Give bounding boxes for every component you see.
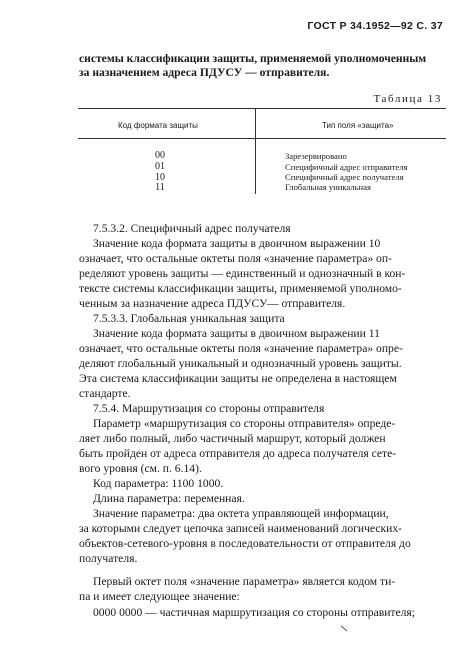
table-row-code-1: 00 xyxy=(155,150,165,161)
table-header-code: Код формата защиты xyxy=(118,121,198,130)
paragraph-line: стандарте. xyxy=(79,387,131,400)
paragraph-line: па и имеет следующее значение: xyxy=(79,590,240,603)
paragraph-line: Значение кода формата защиты в двоичном выражении 10 xyxy=(93,237,381,250)
table-row-code-2: 01 xyxy=(155,161,165,172)
table-row-type-3: Специфичный адрес получателя xyxy=(285,172,404,182)
table-row-type-4: Глобальная уникальная xyxy=(285,182,371,192)
paragraph-line: объектов-сетевого-уровня в последовательности от отправителя до xyxy=(79,537,411,550)
paragraph-line: Значение кода формата защиты в двоичном выражении 11 xyxy=(93,327,380,340)
section-heading-7-5-3-2: 7.5.3.2. Специфичный адрес получателя xyxy=(93,222,291,235)
running-header: ГОСТ Р 34.1952—92 С. 37 xyxy=(307,20,443,32)
paragraph-line: Значение параметра: два октета управляющей информации, xyxy=(93,507,389,520)
paragraph-line: вого уровня (см. п. 6.14). xyxy=(79,462,202,475)
paragraph-line: тексте системы классификации защиты, применяемой уполномо- xyxy=(79,282,402,295)
scan-mark xyxy=(341,626,348,632)
section-heading-7-5-4: 7.5.4. Маршрутизация со стороны отправителя xyxy=(93,402,325,415)
paragraph-line: ляет либо полный, либо частичный маршрут, который должен xyxy=(79,432,386,445)
table-column-divider xyxy=(255,108,256,194)
paragraph-line: быть пройден от адреса отправителя до адреса получателя сете- xyxy=(79,447,397,460)
table-top-rule xyxy=(78,108,446,109)
paragraph-line: ределяют уровень защиты — единственный и однозначный в кон- xyxy=(79,267,406,280)
intro-line-2: за назначением адреса ПДУСУ — отправителя. xyxy=(79,66,330,79)
table-row-type-2: Специфичный адрес отправителя xyxy=(285,162,408,172)
paragraph-line: получателя. xyxy=(79,552,138,565)
paragraph-line: ченным за назначение адреса ПДУСУ— отправителя. xyxy=(79,297,346,310)
section-heading-7-5-3-3: 7.5.3.3. Глобальная уникальная защита xyxy=(93,312,285,325)
paragraph-line: за которыми следует цепочка записей наименований логических- xyxy=(79,522,402,535)
intro-line-1: системы классификации защиты, применяемой уполномоченным xyxy=(79,52,427,65)
paragraph-line: Параметр «маршрутизация со стороны отправителя» опреде- xyxy=(93,417,396,430)
paragraph-line: означает, что остальные октеты поля «значение параметра» оп- xyxy=(79,252,392,265)
paragraph-line: означает, что остальные октеты поля «значение параметра» опре- xyxy=(79,342,403,355)
paragraph-line: Длина параметра: переменная. xyxy=(93,492,245,505)
table-header-rule xyxy=(78,138,446,139)
paragraph-line: 0000 0000 — частичная маршрутизация со стороны отправителя; xyxy=(93,606,415,619)
paragraph-line: деляют глобальный уникальный и однозначный уровень защиты. xyxy=(79,357,402,370)
paragraph-line: Эта система классификации защиты не определена в настоящем xyxy=(79,372,397,385)
table-header-type: Тип поля «защита» xyxy=(322,121,394,130)
paragraph-line: Код параметра: 1100 1000. xyxy=(93,477,224,490)
table-row-type-1: Зарезервировано xyxy=(285,151,347,161)
table-caption: Таблица 13 xyxy=(373,93,442,105)
table-row-code-3: 10 xyxy=(155,172,165,183)
table-row-code-4: 11 xyxy=(155,182,165,193)
paragraph-line: Первый октет поля «значение параметра» является кодом ти- xyxy=(93,575,396,588)
